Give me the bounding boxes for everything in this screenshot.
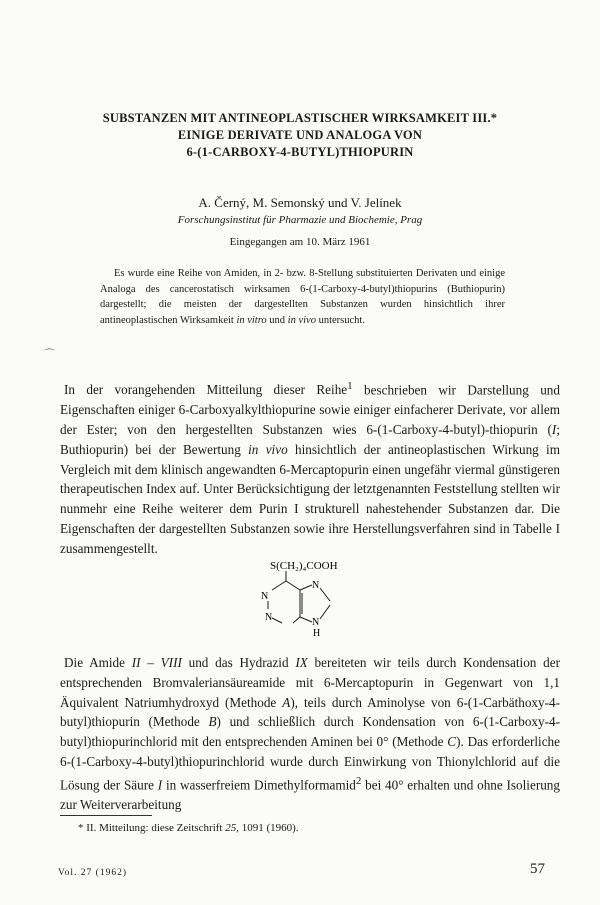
abstract bbox=[100, 266, 505, 328]
p1-text-d: hinsichtlich der antineoplastischen Wirkung im Vergleich mit dem klinisch angewandten 6-Mercaptopurin einen ungefähr viermal günstigeren therapeutischen Index auf. Unter Berücksichtigung der letztgenannten Feststellung stellten wir nunmehr eine Reihe weiterer dem Purin I strukturell nahestehender Substanzen dar. Die Eigenschaften der dargestellten Substanzen sowie ihre Herstellungsverfahren sind in Tabelle I zusammengestellt. bbox=[60, 441, 560, 556]
p2-ref-i: I bbox=[157, 777, 163, 793]
p2-method-b: B bbox=[208, 714, 217, 730]
p2-text-c: bereiteten wir teils durch Kondensation der entsprechenden Bromvaleriansäureamide mit 6-Mercaptopurin in Gegenwart von 1,1 Äquivalent Natriumhydroxyd (Methode bbox=[60, 655, 560, 710]
p2-text-e: ) und schließlich durch Kondensation von 6-(1-Carboxy-4-butyl)thiopurinchlorid mit den entsprechenden Aminen bei 0° (Methode bbox=[60, 714, 560, 750]
p1-text-b: beschrieben wir Darstellung und Eigenschaften einiger 6-Carboxyalkylthiopurine sowie einiger einfacherer Derivate, vor allem der Ester; von den hergestellten Substanzen wies 6-(1-Carboxy-4-butyl)-thiopurin ( bbox=[60, 382, 560, 437]
authors: A. Černý, M. Semonský und V. Jelínek bbox=[198, 195, 402, 210]
structure-n7: N bbox=[312, 580, 320, 591]
footnote-divider bbox=[60, 815, 152, 816]
footnote-volume: 25 bbox=[225, 822, 237, 834]
institute: Forschungsinstitut für Pharmazie und Biochemie, Prag bbox=[177, 214, 423, 226]
abstract-text-b: untersucht. bbox=[315, 314, 365, 326]
p2-text-g: in wasserfreiem Dimethylformamid bbox=[162, 777, 356, 793]
page-number: 57 bbox=[530, 861, 545, 877]
p1-ref-1: 1 bbox=[347, 380, 353, 392]
p2-ref-ix: IX bbox=[295, 655, 308, 670]
p2-text-f: ). Das erforderliche 6-(1-Carboxy-4-butyl)thiopurinchlorid wurde durch Einwirkung von Thionylchlorid auf die Lösung der Säure bbox=[60, 734, 560, 793]
article-title bbox=[40, 110, 560, 161]
footnote bbox=[78, 822, 299, 834]
p2-text-d: ), teils durch Aminolyse von 6-(1-Carbäthoxy-4-butyl)thiopurin (Methode bbox=[60, 694, 560, 730]
structure-n1: N bbox=[261, 591, 269, 602]
structure-h: H bbox=[313, 628, 321, 639]
p2-text-a: Die Amide bbox=[64, 655, 132, 670]
structure-n3: N bbox=[265, 612, 273, 623]
p2-text-b: und das Hydrazid bbox=[181, 655, 296, 670]
structure-n9: N bbox=[312, 617, 320, 628]
p2-ref-ii: II bbox=[131, 655, 141, 670]
abstract-und: und bbox=[266, 314, 288, 326]
abstract-text-a: Es wurde eine Reihe von Amiden, in 2- bzw. 8-Stellung substituierten Derivaten und einige Analoga des cancerostatisch wirksamen 6-(1-Carboxy-4-butyl)thiopurins (Buthiopurin) dargestellt; die meisten der dargestellten Substanzen wurden hinsichtlich ihrer antineoplastischen Wirksamkeit bbox=[100, 268, 505, 326]
title-line-1: SUBSTANZEN MIT ANTINEOPLASTISCHER WIRKSAMKEIT III.* bbox=[102, 111, 498, 125]
title-line-3: 6-(1-CARBOXY-4-BUTYL)THIOPURIN bbox=[186, 145, 414, 159]
p2-method-c: C bbox=[447, 734, 457, 750]
p1-compound-ref: I bbox=[551, 421, 557, 437]
p2-dash: – bbox=[140, 655, 161, 670]
title-line-2: EINIGE DERIVATE UND ANALOGA VON bbox=[177, 128, 423, 142]
structure-bonds bbox=[268, 571, 330, 623]
margin-mark: ⌒ bbox=[44, 349, 55, 361]
paragraph-2 bbox=[60, 653, 560, 815]
footnote-text-b: , 1091 (1960). bbox=[236, 822, 299, 834]
p1-in-vivo: in vivo bbox=[248, 441, 288, 457]
p1-text-a: In der vorangehenden Mitteilung dieser Reihe bbox=[64, 382, 348, 398]
p2-ref-2: 2 bbox=[355, 774, 362, 787]
received-date: Eingegangen am 10. März 1961 bbox=[229, 236, 371, 248]
paragraph-1 bbox=[60, 377, 560, 559]
p2-text-h: bei 40° erhalten und ohne Isolierung zur Weiterverarbeitung bbox=[60, 777, 560, 812]
structure-substituent: S(CH₂)₄COOH bbox=[270, 560, 338, 572]
abstract-in-vivo: in vivo bbox=[287, 314, 316, 326]
p1-text-c: ; Buthiopurin) bei der Bewertung bbox=[60, 421, 560, 457]
footnote-text-a: * II. Mitteilung: diese Zeitschrift bbox=[78, 822, 226, 834]
abstract-in-vitro: in vitro bbox=[236, 314, 267, 326]
p2-ref-viii: VIII bbox=[160, 655, 182, 670]
buthiopurin-structure bbox=[238, 557, 368, 639]
journal-volume: Vol. 27 (1962) bbox=[58, 868, 127, 878]
p2-method-a: A bbox=[282, 694, 291, 710]
